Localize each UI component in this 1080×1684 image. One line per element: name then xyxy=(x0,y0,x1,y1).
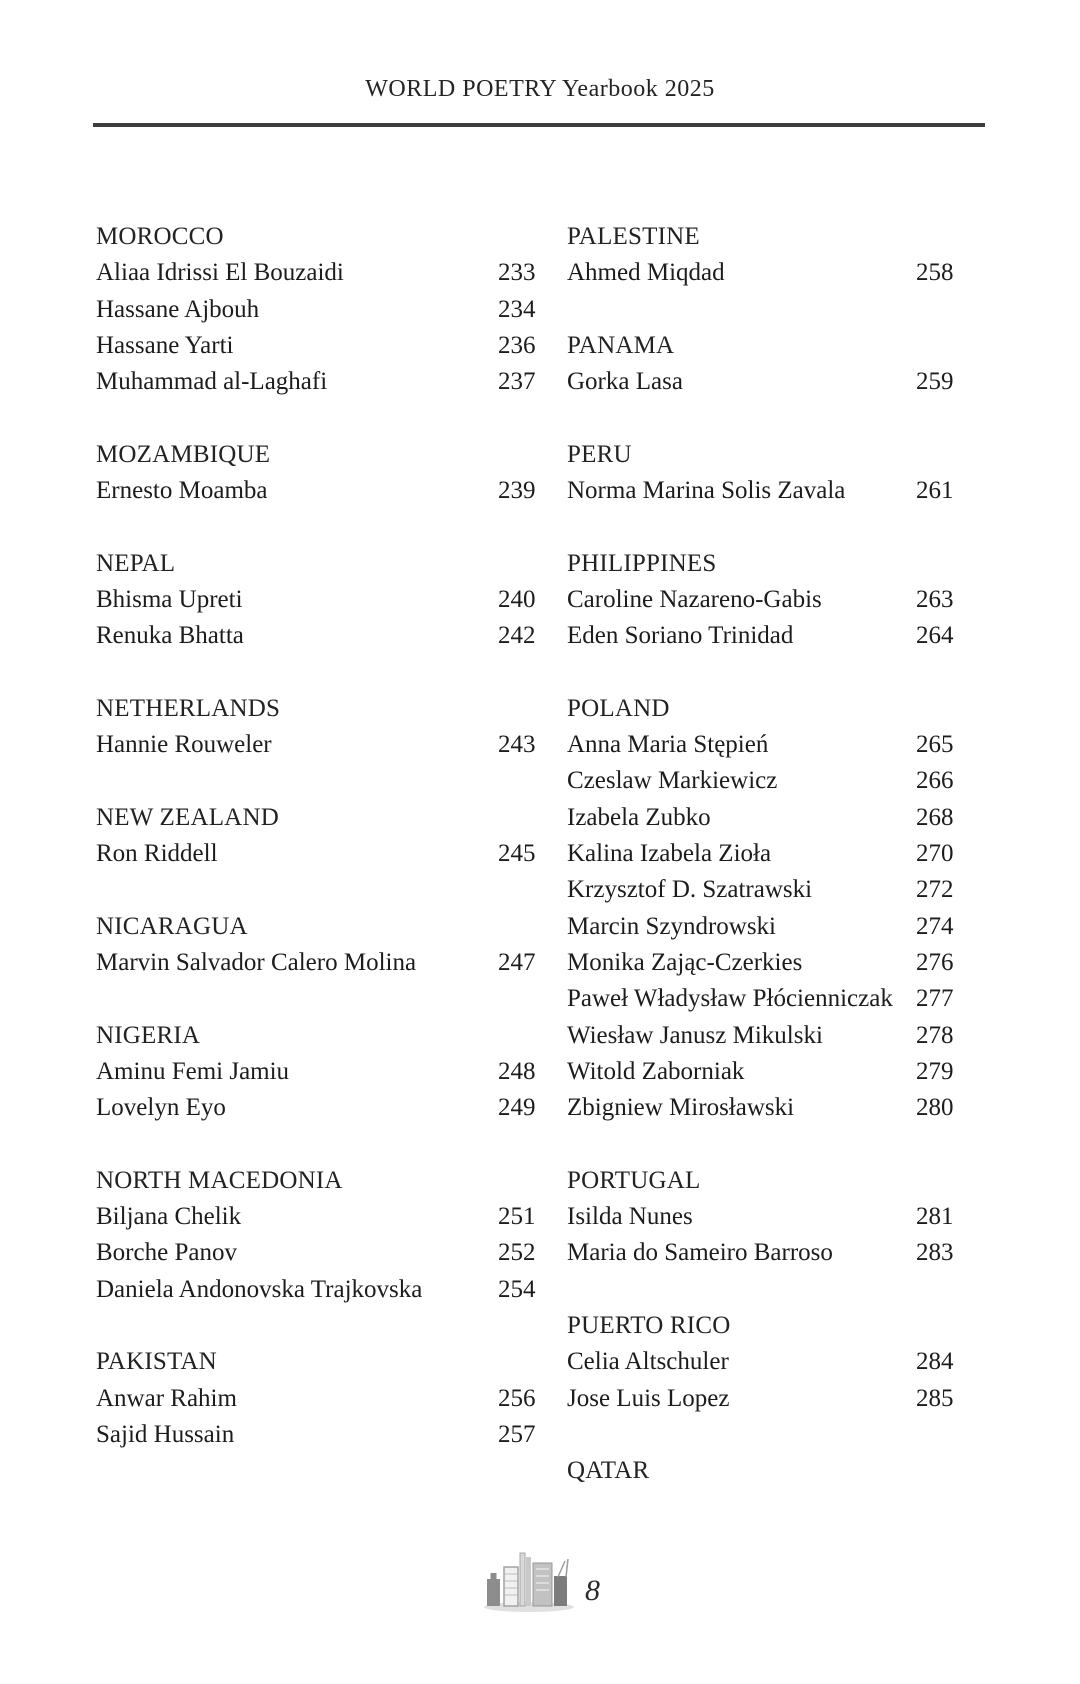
entry-page-number: 234 xyxy=(498,295,536,323)
author-name: Wiesław Janusz Mikulski xyxy=(567,1021,823,1049)
entry-page-number: 249 xyxy=(498,1094,536,1122)
toc-entry xyxy=(567,1344,991,1380)
country-heading: MOZAMBIQUE xyxy=(96,440,271,468)
spacer-row xyxy=(96,1308,536,1344)
country-heading: NEW ZEALAND xyxy=(96,803,279,831)
entry-page-number: 265 xyxy=(916,731,954,759)
author-name: Marvin Salvador Calero Molina xyxy=(96,948,417,976)
toc-entry xyxy=(96,1090,536,1126)
entry-page-number: 263 xyxy=(916,585,954,613)
author-name: Monika Zając-Czerkies xyxy=(567,948,803,976)
toc-entry xyxy=(96,1272,536,1308)
author-name: Zbigniew Mirosławski xyxy=(567,1094,795,1122)
author-name: Ron Riddell xyxy=(96,840,218,868)
spacer-row xyxy=(96,763,536,799)
page-number: 8 xyxy=(585,1574,600,1607)
toc-entry xyxy=(567,909,991,945)
entry-page-number: 236 xyxy=(498,331,536,359)
entry-page-number: 283 xyxy=(916,1239,954,1267)
country-heading: NICARAGUA xyxy=(96,912,248,940)
country-heading: MOROCCO xyxy=(96,223,224,250)
author-name: Muhammad al-Laghafi xyxy=(96,368,328,396)
page-title: WORLD POETRY Yearbook 2025 xyxy=(365,76,715,102)
spacer-row xyxy=(567,1126,991,1162)
toc-entry xyxy=(567,364,991,400)
country-heading: PANAMA xyxy=(567,331,675,359)
entry-page-number: 258 xyxy=(916,259,954,287)
toc-column-left xyxy=(96,219,536,1453)
spacer-row xyxy=(96,981,536,1017)
author-name: Daniela Andonovska Trajkovska xyxy=(96,1275,423,1303)
entry-page-number: 280 xyxy=(916,1094,954,1122)
entry-page-number: 237 xyxy=(498,368,536,396)
country-heading: QATAR xyxy=(567,1457,650,1485)
entry-page-number: 272 xyxy=(916,876,954,904)
author-name: Celia Altschuler xyxy=(567,1348,729,1376)
country-heading: NETHERLANDS xyxy=(96,694,281,722)
toc-entry xyxy=(96,945,536,981)
spacer-row xyxy=(96,1126,536,1162)
toc-column-right xyxy=(567,219,991,1489)
toc-entry xyxy=(96,1054,536,1090)
toc-entry xyxy=(96,364,536,400)
country-heading: PALESTINE xyxy=(567,223,700,250)
entry-page-number: 279 xyxy=(916,1057,954,1085)
country-heading: POLAND xyxy=(567,694,670,722)
author-name: Marcin Szyndrowski xyxy=(567,912,776,940)
author-name: Norma Marina Solis Zavala xyxy=(567,477,846,505)
author-name: Czeslaw Markiewicz xyxy=(567,767,778,795)
entry-page-number: 245 xyxy=(498,840,536,868)
toc-entry xyxy=(567,618,991,654)
author-name: Anna Maria Stępień xyxy=(567,731,769,759)
country-heading: NORTH MACEDONIA xyxy=(96,1166,343,1194)
city-skyline-logo xyxy=(482,1549,578,1615)
author-name: Hannie Rouweler xyxy=(96,731,272,759)
toc-entry xyxy=(567,763,991,799)
entry-page-number: 243 xyxy=(498,731,536,759)
country-heading: PUERTO RICO xyxy=(567,1311,731,1339)
entry-page-number: 254 xyxy=(498,1275,536,1303)
author-name: Izabela Zubko xyxy=(567,803,711,831)
entry-page-number: 240 xyxy=(498,585,536,613)
author-name: Anwar Rahim xyxy=(96,1384,237,1412)
author-name: Kalina Izabela Zioła xyxy=(567,840,772,868)
entry-page-number: 268 xyxy=(916,803,954,831)
entry-page-number: 285 xyxy=(916,1384,954,1412)
toc-entry xyxy=(567,1018,991,1054)
country-heading: NEPAL xyxy=(96,549,176,577)
country-heading: NIGERIA xyxy=(96,1021,201,1049)
entry-page-number: 270 xyxy=(916,840,954,868)
author-name: Ernesto Moamba xyxy=(96,477,268,505)
author-name: Hassane Yarti xyxy=(96,331,234,359)
toc-entry xyxy=(96,1235,536,1271)
author-name: Eden Soriano Trinidad xyxy=(567,622,794,650)
entry-page-number: 251 xyxy=(498,1203,536,1231)
toc-entry xyxy=(96,582,536,618)
country-heading: PHILIPPINES xyxy=(567,549,717,577)
country-heading: PAKISTAN xyxy=(96,1348,217,1376)
toc-entry xyxy=(96,255,536,291)
entry-page-number: 277 xyxy=(916,985,954,1013)
spacer-row xyxy=(567,1417,991,1453)
toc-entry xyxy=(96,473,536,509)
entry-page-number: 256 xyxy=(498,1384,536,1412)
author-name: Renuka Bhatta xyxy=(96,622,244,650)
author-name: Isilda Nunes xyxy=(567,1203,693,1231)
toc-entry xyxy=(96,727,536,763)
entry-page-number: 266 xyxy=(916,767,954,795)
author-name: Biljana Chelik xyxy=(96,1203,242,1231)
entry-page-number: 257 xyxy=(498,1420,536,1448)
author-name: Hassane Ajbouh xyxy=(96,295,260,323)
spacer-row xyxy=(96,655,536,691)
toc-entry xyxy=(96,1417,536,1453)
toc-entry xyxy=(96,618,536,654)
toc-entry xyxy=(567,255,991,291)
author-name: Aminu Femi Jamiu xyxy=(96,1057,290,1085)
author-name: Witold Zaborniak xyxy=(567,1057,745,1085)
entry-page-number: 276 xyxy=(916,948,954,976)
toc-entry xyxy=(567,727,991,763)
author-name: Caroline Nazareno-Gabis xyxy=(567,585,822,613)
author-name: Maria do Sameiro Barroso xyxy=(567,1239,833,1267)
author-name: Borche Panov xyxy=(96,1239,237,1267)
author-name: Jose Luis Lopez xyxy=(567,1384,730,1412)
author-name: Ahmed Miqdad xyxy=(567,259,725,287)
toc-entry xyxy=(567,473,991,509)
entry-page-number: 248 xyxy=(498,1057,536,1085)
toc-entry xyxy=(567,1381,991,1417)
spacer-row xyxy=(567,400,991,436)
spacer-row xyxy=(96,509,536,545)
spacer-row xyxy=(96,872,536,908)
toc-entry xyxy=(567,1054,991,1090)
toc-entry xyxy=(567,945,991,981)
author-name: Lovelyn Eyo xyxy=(96,1094,226,1122)
entry-page-number: 233 xyxy=(498,259,536,287)
toc-entry xyxy=(96,1199,536,1235)
toc-entry xyxy=(567,981,991,1017)
entry-page-number: 274 xyxy=(916,912,954,940)
author-name: Krzysztof D. Szatrawski xyxy=(567,876,813,904)
author-name: Gorka Lasa xyxy=(567,368,683,396)
toc-entry xyxy=(96,836,536,872)
header-rule xyxy=(93,123,985,127)
spacer-row xyxy=(96,400,536,436)
spacer-row xyxy=(567,655,991,691)
toc-entry xyxy=(96,292,536,328)
toc-entry xyxy=(567,836,991,872)
toc-entry xyxy=(567,1235,991,1271)
toc-entry xyxy=(567,1090,991,1126)
entry-page-number: 284 xyxy=(916,1348,954,1376)
toc-entry xyxy=(96,1381,536,1417)
toc-entry xyxy=(567,800,991,836)
entry-page-number: 247 xyxy=(498,948,536,976)
spacer-row xyxy=(567,292,991,328)
author-name: Aliaa Idrissi El Bouzaidi xyxy=(96,259,344,287)
spacer-row xyxy=(567,1272,991,1308)
author-name: Bhisma Upreti xyxy=(96,585,243,613)
spacer-row xyxy=(567,509,991,545)
entry-page-number: 259 xyxy=(916,368,954,396)
author-name: Paweł Władysław Płócienniczak xyxy=(567,985,893,1013)
entry-page-number: 278 xyxy=(916,1021,954,1049)
toc-entry xyxy=(567,1199,991,1235)
entry-page-number: 242 xyxy=(498,622,536,650)
entry-page-number: 252 xyxy=(498,1239,536,1267)
entry-page-number: 264 xyxy=(916,622,954,650)
toc-entry xyxy=(567,582,991,618)
country-heading: PERU xyxy=(567,440,632,468)
toc-entry xyxy=(567,872,991,908)
entry-page-number: 281 xyxy=(916,1203,954,1231)
toc-entry xyxy=(96,328,536,364)
entry-page-number: 239 xyxy=(498,477,536,505)
entry-page-number: 261 xyxy=(916,477,954,505)
country-heading: PORTUGAL xyxy=(567,1166,701,1194)
author-name: Sajid Hussain xyxy=(96,1420,235,1448)
